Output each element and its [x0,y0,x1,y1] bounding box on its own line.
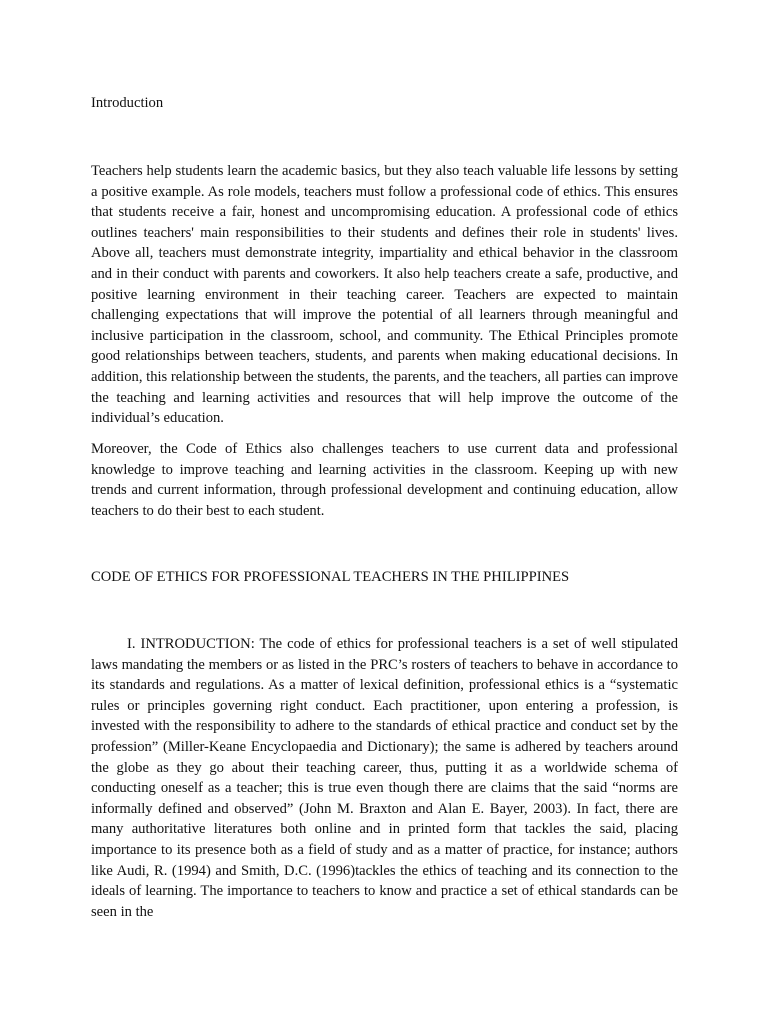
intro-paragraph-block [91,161,678,429]
intro-heading: Introduction [91,95,164,111]
moreover-paragraph-block [91,439,678,521]
intro-heading-block [91,93,678,114]
intro-paragraph: Teachers help students learn the academic basics, but they also teach valuable life lessons by setting a positive example. As role models, teachers must follow a professional code of ethics. This ensures that students receive a fair, honest and uncompromising education. A professional code of ethics outlines teachers' main responsibilities to their students and defines their role in students' lives. Above all, teachers must demonstrate integrity, impartiality and ethical behavior in the classroom and in their conduct with parents and coworkers. It also help teachers create a safe, productive, and positive learning environment in their teaching career. Teachers are expected to maintain challenging expectations that will improve the potential of all learners through meaningful and inclusive participation in the classroom, school, and community. The Ethical Principles promote good relationships between teachers, students, and parents when making educational decisions. In addition, this relationship between the students, the parents, and the teachers, all parties can improve the teaching and learning activities and resources that will help improve the outcome of the individual’s education. [91,163,678,427]
section-title: CODE OF ETHICS FOR PROFESSIONAL TEACHERS IN THE PHILIPPINES [91,569,570,585]
moreover-paragraph: Moreover, the Code of Ethics also challenges teachers to use current data and professional knowledge to improve teaching and learning activities in the classroom. Keeping up with new trends and current information, through professional development and continuing education, allow teachers to do their best to each student. [91,441,678,519]
section-body-block [91,634,678,922]
section-title-block [91,567,678,588]
section-paragraph: I. INTRODUCTION: The code of ethics for professional teachers is a set of well stipulated laws mandating the members or as listed in the PRC’s rosters of teachers to behave in accordance to its standards and regulations. As a matter of lexical definition, professional ethics is a “systematic rules or principles governing right conduct. Each practitioner, upon entering a profession, is invested with the responsibility to adhere to the standards of ethical practice and conduct set by the profession” (Miller-Keane Encyclopaedia and Dictionary); the same is adhered by teachers around the globe as they go about their teaching career, thus, putting it as a worldwide schema of conducting oneself as a teacher; this is true even though there are claims that the said “norms are informally defined and observed” (John M. Braxton and Alan E. Bayer, 2003). In fact, there are many authoritative literatures both online and in printed form that tackles the said, placing importance to its presence both as a field of study and as a matter of practice, for instance; authors like Audi, R. (1994) and Smith, D.C. (1996)tackles the ethics of teaching and its connection to the ideals of learning. The importance to teachers to know and practice a set of ethical standards can be seen in the [91,636,678,920]
